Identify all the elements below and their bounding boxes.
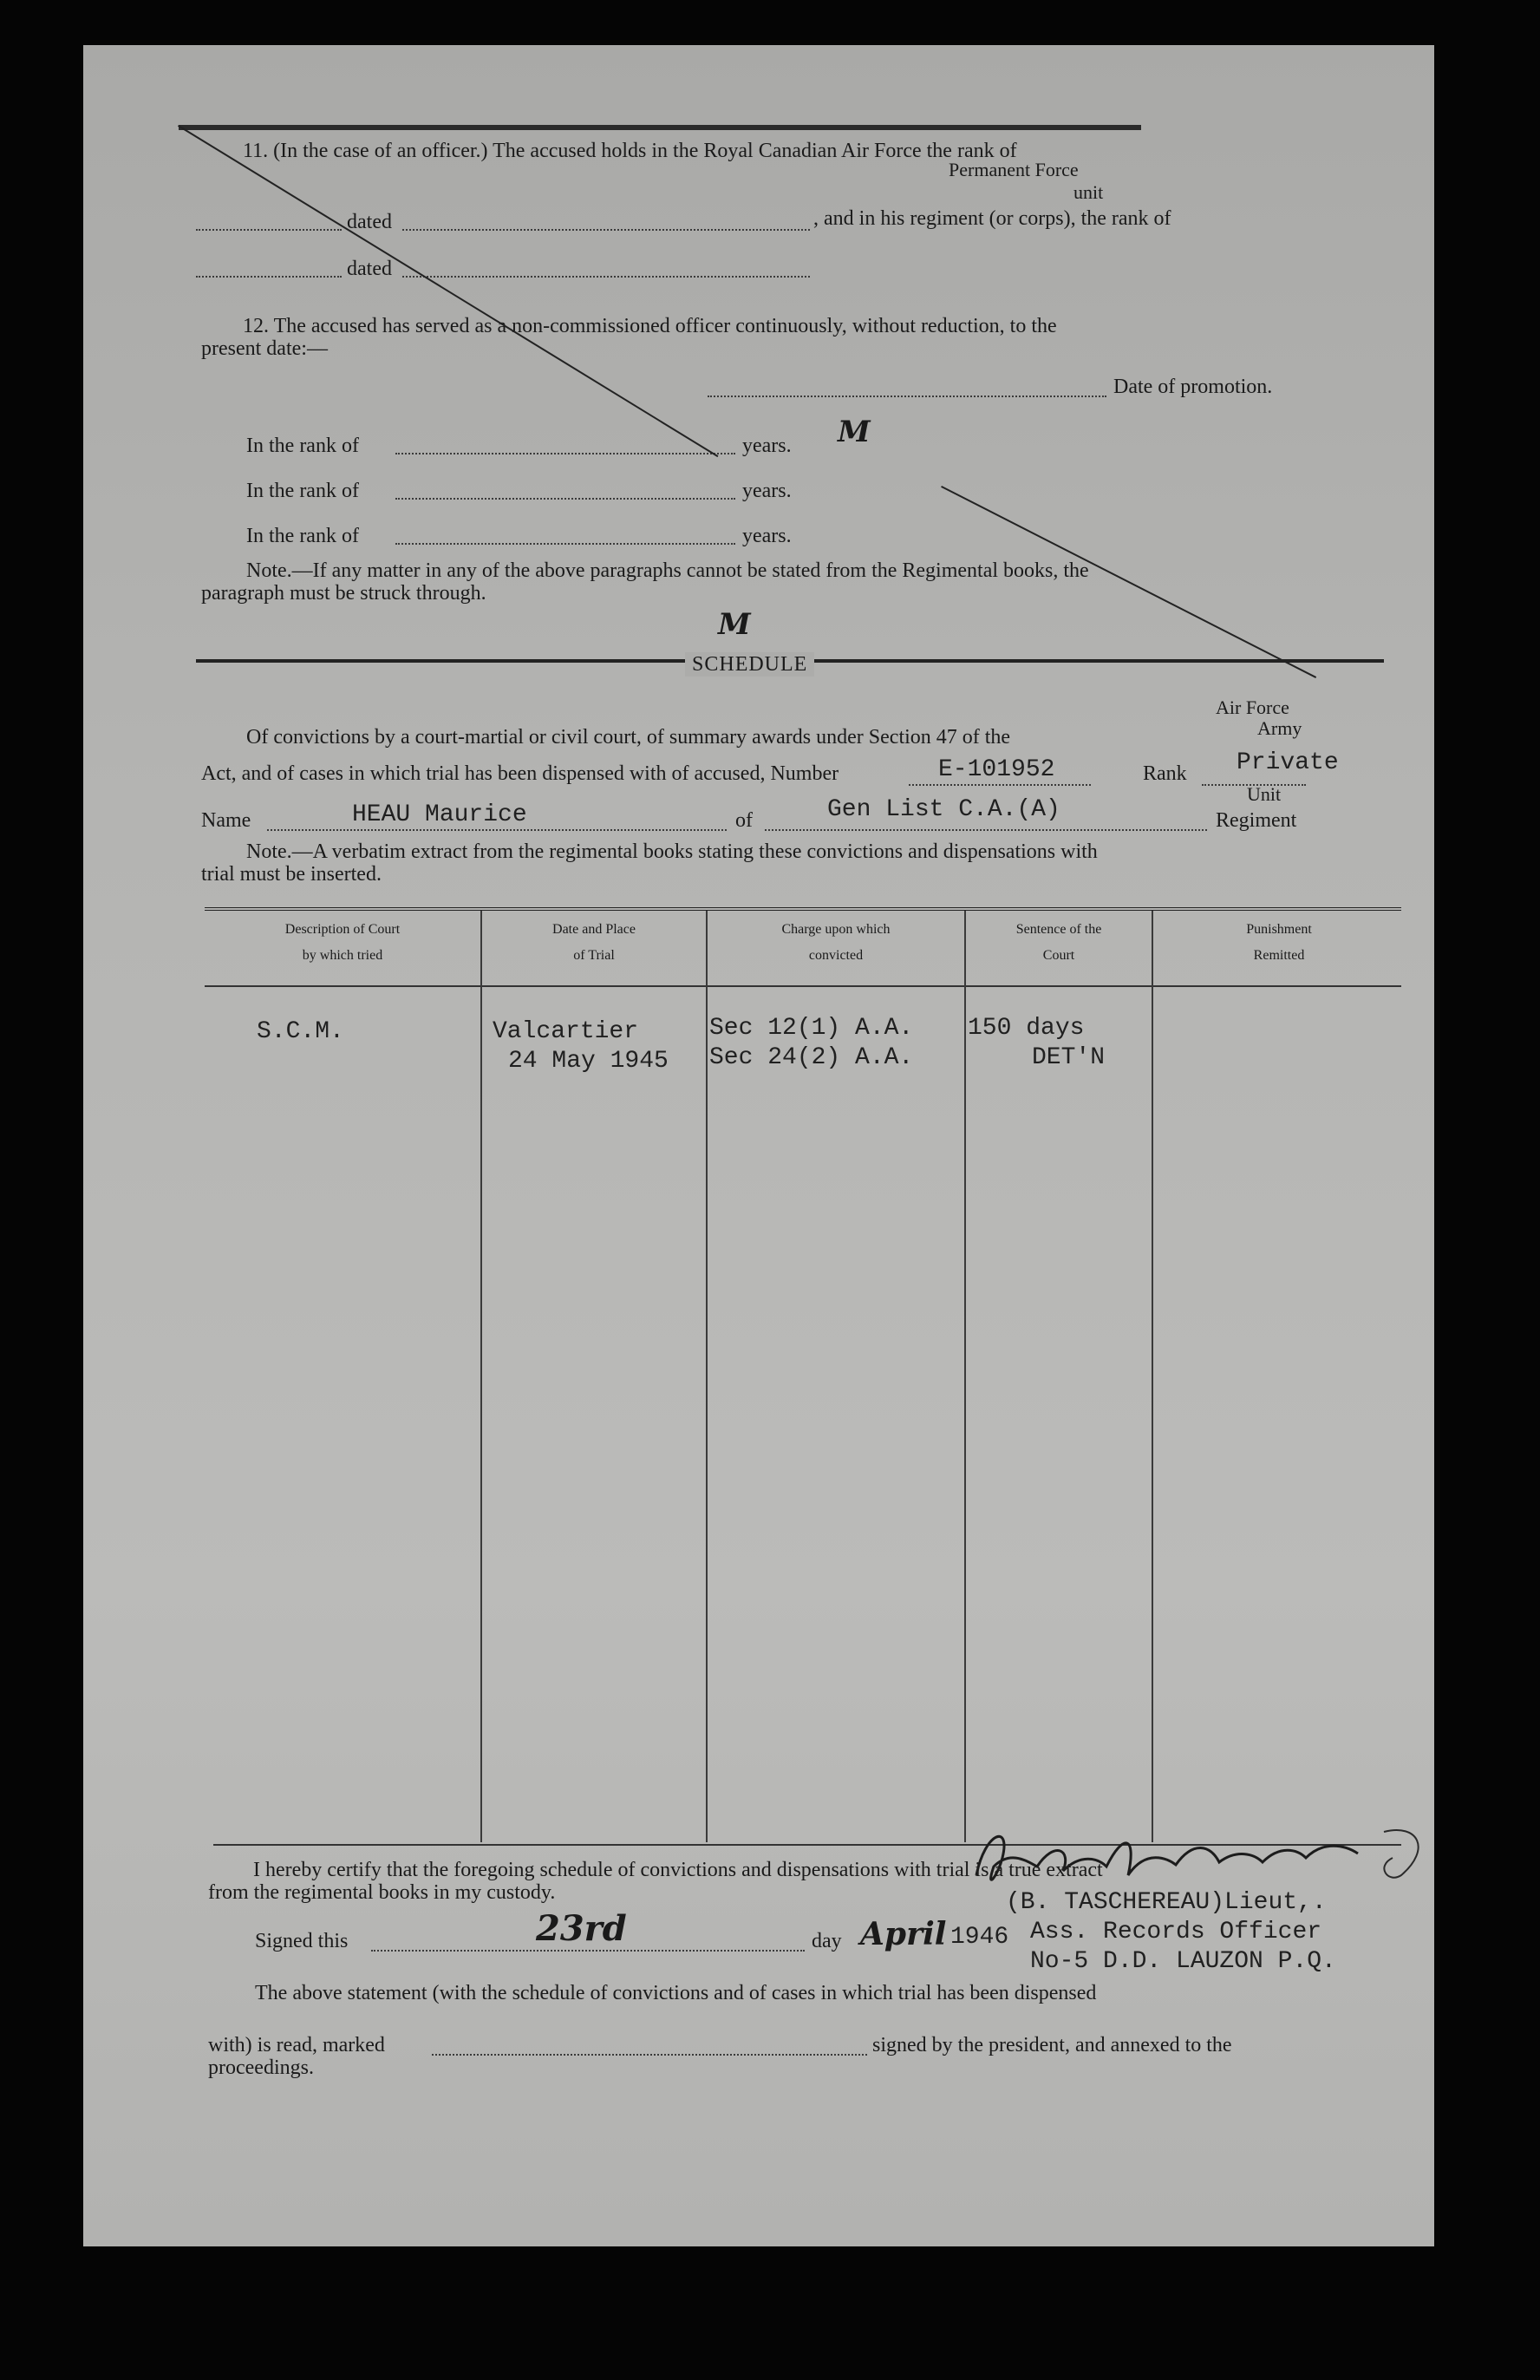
officer-title: Ass. Records Officer — [1030, 1919, 1322, 1945]
header-sentence: Sentence of the Court — [1015, 922, 1102, 963]
rank-label-1: In the rank of — [246, 435, 359, 457]
dotted-line — [765, 829, 1207, 831]
signed-month: April — [860, 1916, 947, 1952]
header-remitted: Punishment Remitted — [1246, 922, 1312, 963]
dotted-line — [708, 396, 1106, 397]
table-row-sentence-1: 150 days — [968, 1015, 1085, 1042]
table-row-charge-2: Sec 24(2) A.A. — [709, 1044, 914, 1071]
schedule-title: SCHEDULE — [685, 652, 814, 677]
name-label: Name — [201, 809, 251, 832]
table-row-date: 24 May 1945 — [508, 1048, 669, 1075]
section-12-text-2: present date:— — [201, 337, 328, 360]
date-of-promotion-label: Date of promotion. — [1113, 376, 1273, 398]
statement-line-2b: signed by the president, and annexed to the — [872, 2034, 1232, 2056]
dated-label-2: dated — [347, 258, 392, 280]
signed-this-label: Signed this — [255, 1930, 349, 1952]
signed-year: 1946 — [950, 1924, 1009, 1951]
table-header-rule — [205, 985, 1401, 987]
section-11-text: 11. (In the case of an officer.) The accused holds in the Royal Canadian Air Force the rank of — [243, 140, 1017, 162]
rank-label-3: In the rank of — [246, 525, 359, 547]
unit-label-schedule: Unit — [1247, 783, 1282, 805]
schedule-note-line-1: Note.—A verbatim extract from the regimental books stating these convictions and dispensations with — [246, 840, 1098, 863]
army-label: Army — [1257, 717, 1302, 739]
document-page — [83, 45, 1434, 2246]
officer-unit: No-5 D.D. LAUZON P.Q. — [1030, 1948, 1336, 1975]
accused-name: HEAU Maurice — [352, 801, 527, 828]
handwritten-initial-1: M — [838, 415, 871, 449]
officer-name: (B. TASCHEREAU)Lieut,. — [1006, 1889, 1327, 1916]
permanent-force-label: Permanent Force — [949, 159, 1079, 180]
dotted-line — [395, 498, 735, 500]
statement-line-1: The above statement (with the schedule of convictions and of cases in which trial has been dispensed — [255, 1982, 1097, 2004]
note-1-line-2: paragraph must be struck through. — [201, 582, 486, 605]
unit-label: unit — [1073, 181, 1104, 203]
table-column-divider — [1152, 911, 1153, 1842]
table-row-charge-1: Sec 12(1) A.A. — [709, 1015, 914, 1042]
table-row-sentence-2: DET'N — [1032, 1044, 1106, 1071]
years-label-1: years. — [742, 435, 792, 457]
certify-line-2: from the regimental books in my custody. — [208, 1881, 556, 1904]
rank-value: Private — [1237, 749, 1339, 776]
dotted-line — [402, 229, 810, 231]
table-column-divider — [964, 911, 966, 1842]
regiment-label: Regiment — [1216, 809, 1297, 832]
schedule-line-1: Of convictions by a court-martial or civil court, of summary awards under Section 47 of the — [246, 726, 1011, 749]
dotted-line — [371, 1950, 805, 1952]
dotted-line — [402, 276, 810, 278]
table-column-divider — [480, 911, 482, 1842]
schedule-note-line-2: trial must be inserted. — [201, 863, 382, 886]
day-label: day — [812, 1930, 842, 1952]
header-date-place: Date and Place of Trial — [552, 922, 636, 963]
years-label-3: years. — [742, 525, 792, 547]
dotted-line — [267, 829, 727, 831]
table-row-court: S.C.M. — [257, 1018, 344, 1045]
officer-signature — [950, 1814, 1436, 1910]
regiment-rank-text: , and in his regiment (or corps), the rank of — [813, 207, 1171, 230]
table-row-place: Valcartier — [493, 1018, 639, 1045]
table-column-divider — [706, 911, 708, 1842]
dotted-line — [395, 543, 735, 545]
air-force-label: Air Force — [1216, 696, 1289, 718]
signed-day-value: 23rd — [536, 1908, 627, 1949]
dotted-line — [395, 453, 735, 454]
rank-label-2: In the rank of — [246, 480, 359, 502]
of-label: of — [735, 809, 753, 832]
header-charge: Charge upon which convicted — [781, 922, 891, 963]
schedule-line-2: Act, and of cases in which trial has been dispensed with of accused, Number — [201, 762, 839, 785]
certify-line-1: I hereby certify that the foregoing schedule of convictions and dispensations with trial is a true extract — [253, 1859, 1103, 1881]
rank-label: Rank — [1143, 762, 1187, 785]
dated-label-1: dated — [347, 211, 392, 233]
dotted-line — [909, 784, 1091, 786]
dotted-line — [432, 2054, 867, 2056]
dotted-line — [196, 229, 342, 231]
handwritten-initial-2: M — [718, 607, 751, 642]
years-label-2: years. — [742, 480, 792, 502]
statement-line-2a: with) is read, marked — [208, 2034, 385, 2056]
statement-line-3: proceedings. — [208, 2056, 314, 2079]
note-1-line-1: Note.—If any matter in any of the above paragraphs cannot be stated from the Regimental books, the — [246, 559, 1089, 582]
regiment-value: Gen List C.A.(A) — [827, 796, 1060, 823]
table-top-rule — [205, 907, 1401, 911]
strike-through-line-1 — [178, 125, 718, 457]
section-12-text: 12. The accused has served as a non-commissioned officer continuously, without reduction, to the — [243, 315, 1057, 337]
service-number: E-101952 — [938, 756, 1055, 783]
dotted-line — [196, 276, 342, 278]
top-strike-line — [179, 125, 1141, 130]
header-court: Description of Court by which tried — [284, 922, 401, 963]
